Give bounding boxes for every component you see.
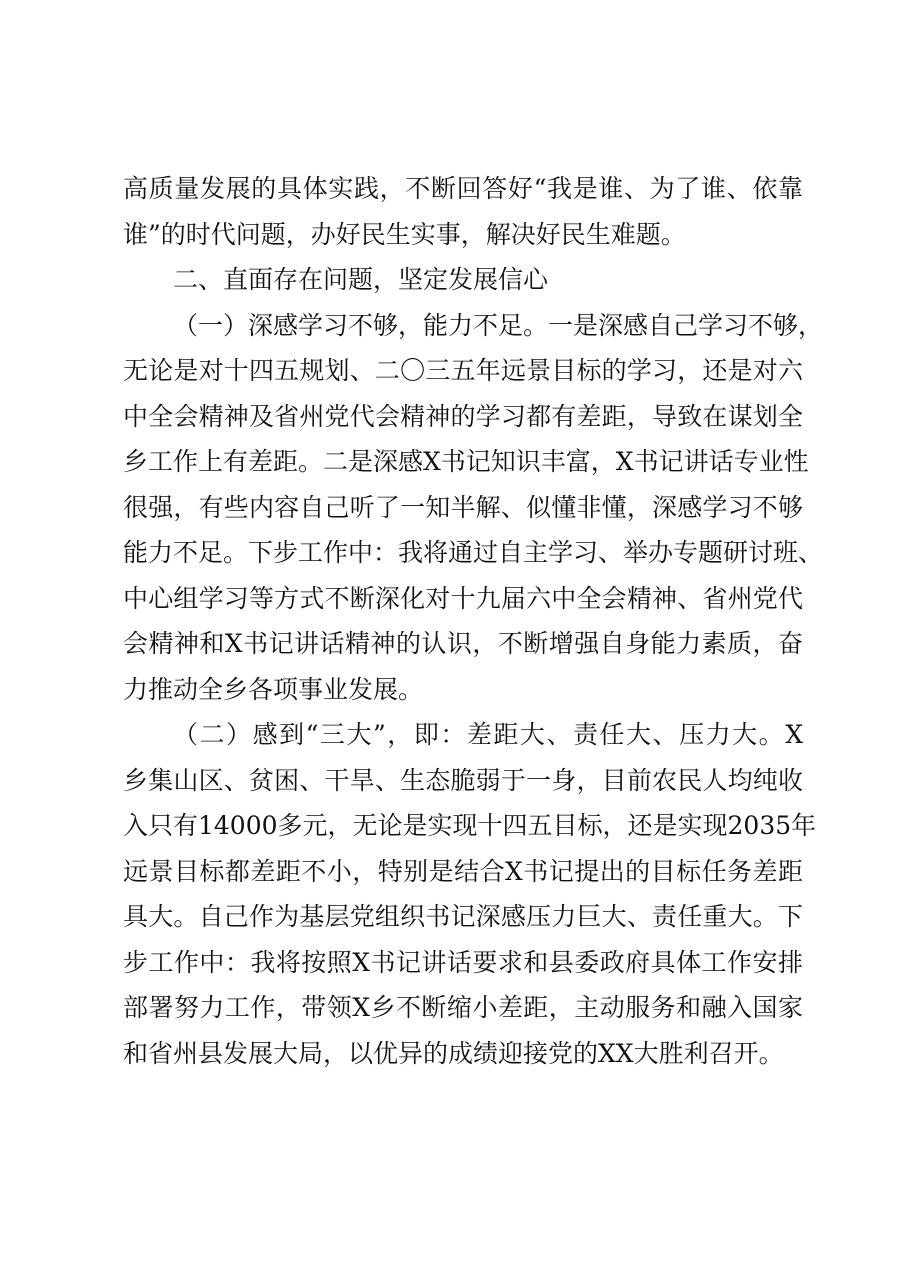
document-body xyxy=(123,166,824,1076)
body-line: 力推动全乡各项事业发展。 xyxy=(123,674,424,704)
section-heading: 二、直面存在问题，坚定发展信心 xyxy=(173,265,549,294)
body-line: 乡集山区、贫困、干旱、生态脆弱于一身，目前农民人均纯收 xyxy=(123,765,803,795)
body-line: 中心组学习等方式不断深化对十九届六中全会精神、省州党代 xyxy=(123,583,803,613)
body-line: 入只有14000多元，无论是实现十四五目标，还是实现2035年 xyxy=(123,811,817,840)
body-line: 部署努力工作，带领X乡不断缩小差距，主动服务和融入国家 xyxy=(123,993,803,1022)
body-line: 中全会精神及省州党代会精神的学习都有差距，导致在谋划全 xyxy=(123,401,803,431)
body-line: 高质量发展的具体实践，不断回答好“我是谁、为了谁、依靠 xyxy=(123,174,803,203)
body-line: 无论是对十四五规划、二〇三五年远景目标的学习，还是对六 xyxy=(123,356,803,385)
body-line: 远景目标都差距不小，特别是结合X书记提出的目标任务差距 xyxy=(123,856,803,886)
body-line: 会精神和X书记讲话精神的认识，不断增强自身能力素质，奋 xyxy=(123,629,803,658)
body-line: 具大。自己作为基层党组织书记深感压力巨大、责任重大。下 xyxy=(123,902,803,931)
body-line: 和省州县发展大局，以优异的成绩迎接党的XX大胜利召开。 xyxy=(123,1038,784,1068)
body-line: 步工作中：我将按照X书记讲话要求和县委政府具体工作安排 xyxy=(123,947,803,977)
body-line: 乡工作上有差距。二是深感X书记知识丰富，X书记讲话专业性 xyxy=(123,447,809,476)
paragraph-start-line: （一）深感学习不够，能力不足。一是深感自己学习不够， xyxy=(173,310,824,340)
body-line: 很强，有些内容自己听了一知半解、似懂非懂，深感学习不够 xyxy=(123,492,803,522)
body-line: 谁”的时代问题，办好民生实事，解决好民生难题。 xyxy=(123,219,686,249)
body-line: 能力不足。下步工作中：我将通过自主学习、举办专题研讨班、 xyxy=(123,538,824,567)
paragraph-start-line: （二）感到“三大”，即：差距大、责任大、压力大。X xyxy=(173,720,803,749)
